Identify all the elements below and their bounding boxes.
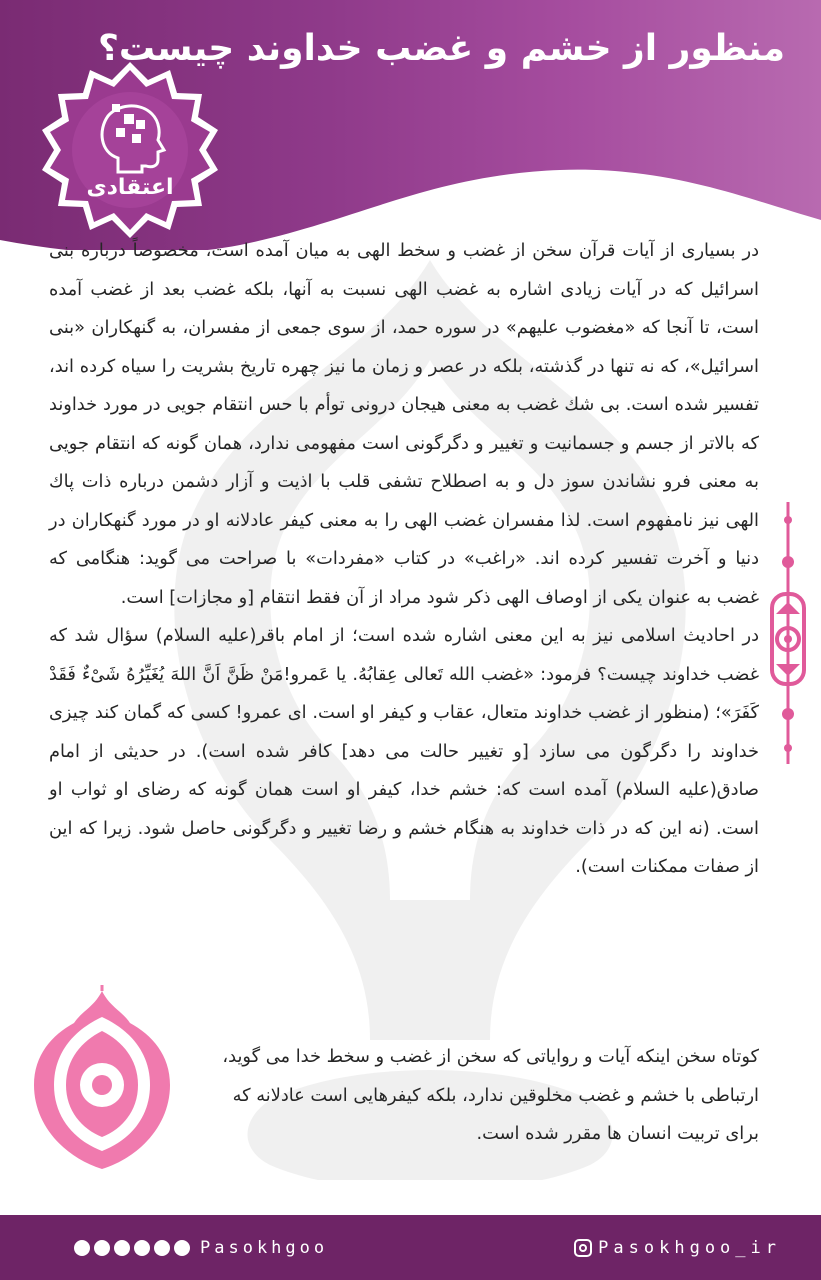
website-icon[interactable] bbox=[74, 1240, 90, 1256]
rubika-icon[interactable] bbox=[174, 1240, 190, 1256]
badge-label: اعتقادی bbox=[86, 175, 174, 200]
article-conclusion bbox=[199, 1038, 759, 1154]
footer-social-left bbox=[74, 1236, 328, 1260]
paragraph: کوتاه سخن اینکه آیات و روایاتی که سخن از غضب و سخط خدا می گوید، ارتباطی با خشم و غضب مخلوقین ندارد، بلکه کیفرهایی است عادلانه که برای تربیت انسان ها مقرر شده است. bbox=[222, 1046, 759, 1144]
vertical-ornament bbox=[768, 502, 808, 764]
paragraph: در بسیاری از آیات قرآن سخن از غضب و سخط الهی به میان آمده است، مخصوصاً درباره بنی اسرائیل که در آیات زیادی اشاره به غضب الهی نسبت به آنها، بلکه غضب بعد از غضب آمده است، تا آنجا که «مغضوب علیهم» در سوره حمد، از سوی جمعی از مفسران، به گنهکاران «بنی اسرائیل»، که نه تنها در گذشته، بلکه در عصر و زمان ما نیز چهره تاریخ بشریت را سیاه کرده اند، تفسیر شده است. بی شك غضب به معنی هیجان درونی توأم با حس انتقام جویی در مورد خداوند که بالاتر از جسم و جسمانیت و تغییر و دگرگونی است مفهومی ندارد، همان گونه که انتقام جویی به معنی فرو نشاندن سوز دل و به اصطلاح تشفی قلب با اذیت و آزار دشمن درباره ذات پاك الهی نیز نامفهوم است. لذا مفسران غضب الهی را به معنی کیفر عادلانه او در مورد گنهکاران در دنیا و آخرت تفسیر کرده اند. «راغب» در کتاب «مفردات» با صراحت می گوید: هنگامی که غضب به عنوان یکی از اوصاف الهی ذکر شود مراد از آن فقط انتقام [و مجازات] است. bbox=[49, 240, 759, 608]
badge-shape bbox=[40, 60, 220, 240]
footer-handle-right[interactable]: Pasokhgoo_ir bbox=[598, 1238, 781, 1258]
instagram-icon[interactable] bbox=[574, 1239, 592, 1257]
footer-bar bbox=[0, 1215, 821, 1280]
page-title: منظور از خشم و غضب خداوند چیست؟ bbox=[97, 28, 785, 69]
aparat-icon[interactable] bbox=[94, 1240, 110, 1256]
medallion-ornament bbox=[30, 985, 175, 1175]
eitaa-icon[interactable] bbox=[134, 1240, 150, 1256]
bale-icon[interactable] bbox=[154, 1240, 170, 1256]
article-body bbox=[49, 232, 759, 887]
category-badge bbox=[40, 60, 220, 240]
paragraph: در احادیث اسلامی نیز به این معنی اشاره شده است؛ از امام باقر(علیه السلام) سؤال شد که غضب خداوند چیست؟ فرمود: «غضب الله تَعالی عِقابُهُ. یا عَمرو!مَنْ ظَنَّ اَنَّ اللهَ یُغَیِّرُهُ شَیْءٌ فَقَدْ کَفَرَ»؛ (منظور از غضب خداوند متعال، عقاب و کیفر او است. ای عمرو! کسی که گمان کند چیزی خداوند را دگرگون می سازد [و تغییر حالت می دهد] کافر شده است). در حدیثی از امام صادق(علیه السلام) آمده است که: خشم خدا، کیفر او است همان گونه که رضای او ثواب او است. (نه این که در ذات خداوند به هنگام خشم و رضا تغییر و دگرگونی حاصل شود. زیرا که این از صفات ممکنات است). bbox=[49, 625, 759, 877]
footer-social-right bbox=[574, 1236, 781, 1260]
telegram-icon[interactable] bbox=[114, 1240, 130, 1256]
footer-handle-left[interactable]: Pasokhgoo bbox=[200, 1238, 329, 1258]
